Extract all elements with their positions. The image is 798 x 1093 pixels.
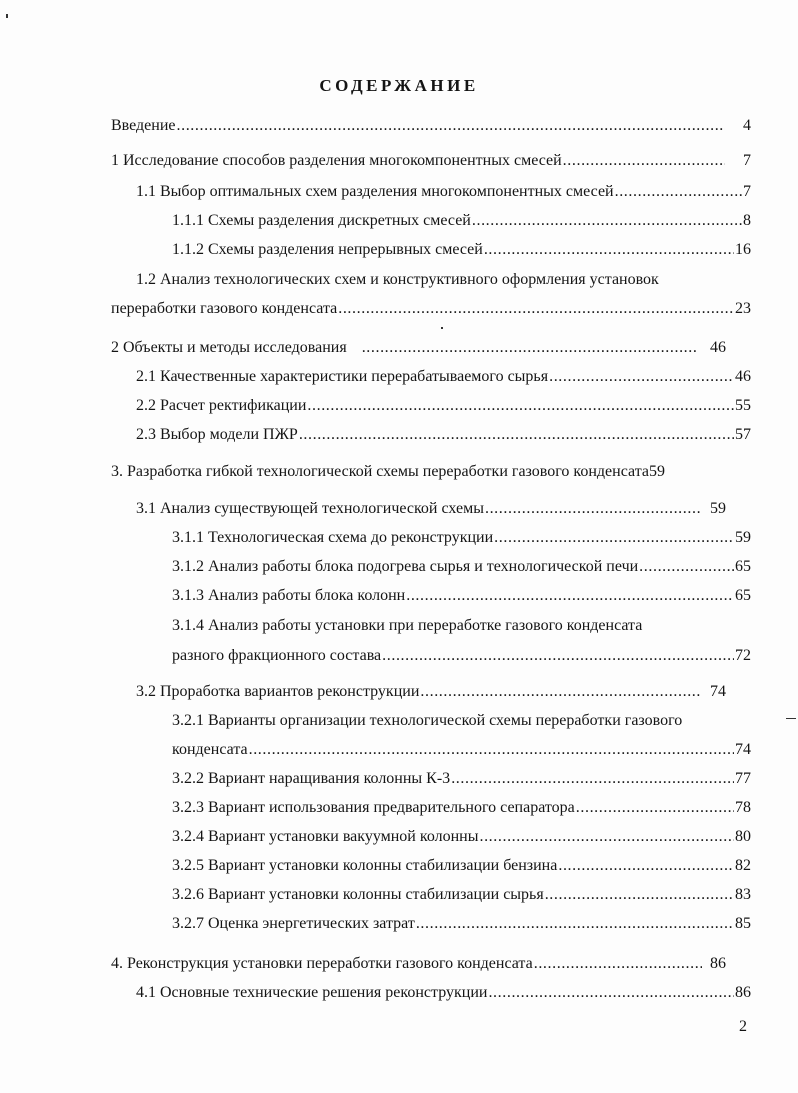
leader-dots [307, 396, 734, 416]
toc-entry-page: 7 [743, 183, 751, 200]
toc-entry-3-1-2 [172, 557, 751, 577]
toc-entry-text: 2.2 Расчет ректификации [136, 397, 307, 414]
leader-dots [299, 425, 734, 445]
toc-entry-2 [111, 338, 726, 358]
leader-dots [382, 646, 734, 666]
toc-entry-3-2 [136, 682, 726, 702]
toc-entry-text: 2.1 Качественные характеристики перерабатываемого сырья [136, 368, 549, 385]
toc-entry-2-2 [136, 396, 751, 416]
toc-entry-text: 3.1.3 Анализ работы блока колонн [172, 587, 406, 604]
leader-dots [639, 557, 734, 577]
toc-entry-text: 1.1.1 Схемы разделения дискретных смесей [172, 212, 471, 229]
toc-entry-1-2-line1 [136, 270, 751, 290]
toc-entry-page: 86 [735, 984, 751, 1001]
toc-entry-3 [111, 462, 759, 482]
toc-entry-2-1 [136, 367, 751, 387]
toc-entry-3-2-6 [172, 885, 751, 905]
toc-entry-text: конденсата [172, 741, 248, 758]
toc-entry-page: 77 [735, 770, 751, 787]
toc-entry-1-1 [136, 182, 751, 202]
toc-entry-text: 3.2.7 Оценка энергетических затрат [172, 915, 415, 932]
toc-entry-3-1 [136, 499, 726, 519]
toc-entry-page: 59 [735, 529, 751, 546]
toc-entry-text: 3.2.1 Варианты организации технологической схемы переработки газового [172, 712, 683, 729]
toc-entry-page: 65 [735, 587, 751, 604]
toc-entry-1-1-1 [172, 211, 751, 231]
leader-dots [488, 983, 734, 1003]
toc-entry-page: 83 [735, 886, 751, 903]
toc-entry-4 [111, 954, 726, 974]
toc-entry-page: 74 [710, 683, 726, 700]
toc-entry-page: 23 [735, 300, 751, 317]
leader-dots [615, 182, 742, 202]
page-number: 2 [739, 1018, 747, 1035]
toc-entry-3-1-4-line1 [172, 616, 751, 636]
scan-speck [6, 14, 8, 18]
leader-dots [485, 499, 702, 519]
toc-entry-page: 86 [710, 955, 726, 972]
leader-dots [558, 856, 734, 876]
toc-entry-2-3 [136, 425, 751, 445]
toc-entry-1-1-2 [172, 240, 751, 260]
toc-entry-text: переработки газового конденсата [111, 300, 338, 317]
toc-entry-text: 1 Исследование способов разделения многокомпонентных смесей [111, 152, 562, 169]
toc-entry-4-1 [136, 983, 751, 1003]
toc-entry-text: 3.2.3 Вариант использования предварительного сепаратора [172, 799, 575, 816]
toc-entry-page: 16 [735, 241, 751, 258]
toc-entry-page: 4 [743, 117, 751, 134]
leader-dots [472, 211, 742, 231]
toc-entry-text: 4. Реконструкция установки переработки газового конденсата [111, 955, 533, 972]
leader-dots [479, 827, 734, 847]
toc-entry-1-2-line2 [111, 299, 751, 319]
toc-entry-page: 46 [710, 339, 726, 356]
toc-entry-text: 3.2 Проработка вариантов реконструкции [136, 683, 420, 700]
toc-entry-text: 3.1.1 Технологическая схема до реконструкции [172, 529, 494, 546]
toc-entry-3-1-1 [172, 528, 751, 548]
toc-entry-page: 78 [735, 799, 751, 816]
leader-dots [534, 954, 702, 974]
toc-entry-text: 1.1 Выбор оптимальных схем разделения многокомпонентных смесей [136, 183, 614, 200]
leader-dots [484, 240, 734, 260]
toc-entry-page: 59 [710, 500, 726, 517]
scan-speck [441, 327, 443, 329]
toc-entry-text: 3.2.4 Вариант установки вакуумной колонны [172, 828, 479, 845]
toc-entry-3-2-5 [172, 856, 751, 876]
leader-dots [177, 116, 726, 136]
toc-entry-text: 1.1.2 Схемы разделения непрерывных смесей [172, 241, 483, 258]
toc-entry-page: 57 [735, 426, 751, 443]
toc-entry-text: разного фракционного состава [172, 647, 382, 664]
toc-entry-text: 3.1.4 Анализ работы установки при переработке газового конденсата [172, 617, 643, 634]
toc-entry-text: 3.1 Анализ существующей технологической схемы [136, 500, 484, 517]
leader-dots [416, 914, 734, 934]
toc-entry-page: 55 [735, 397, 751, 414]
toc-entry-3-2-1-line2 [172, 740, 751, 760]
toc-entry-3-1-4-line2 [172, 646, 751, 666]
leader-dots [451, 769, 734, 789]
leader-dots [563, 151, 725, 171]
toc-entry-text: Введение [111, 117, 176, 134]
leader-dots [494, 528, 734, 548]
toc-entry-page: 82 [735, 857, 751, 874]
leader-dots [249, 740, 734, 760]
leader-dots [362, 338, 698, 358]
toc-entry-text: 3.1.2 Анализ работы блока подогрева сырья и технологической печи [172, 558, 639, 575]
toc-entry-text: 3.2.2 Вариант наращивания колонны К-3 [172, 770, 451, 787]
toc-entry-page: 80 [735, 828, 751, 845]
toc-entry-text: 3. Разработка гибкой технологической схемы переработки газового конденсата [111, 463, 649, 480]
toc-entry-3-2-7 [172, 914, 751, 934]
toc-entry-intro [111, 116, 751, 136]
toc-entry-page: 74 [735, 741, 751, 758]
toc-entry-text: 3.2.6 Вариант установки колонны стабилизации сырья [172, 886, 544, 903]
toc-entry-page: 46 [735, 368, 751, 385]
toc-entry-page: 8 [743, 212, 751, 229]
toc-entry-3-2-1-line1 [172, 711, 751, 731]
toc-entry-text: 1.2 Анализ технологических схем и конструктивного оформления установок [136, 271, 659, 288]
toc-entry-page: 7 [743, 152, 751, 169]
toc-entry-1 [111, 151, 751, 171]
leader-dots [338, 299, 734, 319]
toc-entry-page: 85 [735, 915, 751, 932]
toc-entry-page: 72 [735, 647, 751, 664]
toc-entry-3-1-3 [172, 586, 751, 606]
toc-entry-text: 2 Объекты и методы исследования [111, 339, 347, 356]
leader-dots [549, 367, 734, 387]
toc-entry-3-2-3 [172, 798, 751, 818]
toc-entry-text: 3.2.5 Вариант установки колонны стабилизации бензина [172, 857, 558, 874]
toc-entry-3-2-4 [172, 827, 751, 847]
scan-speck [786, 718, 796, 719]
leader-dots [545, 885, 734, 905]
leader-dots [576, 798, 734, 818]
toc-entry-page: 65 [735, 558, 751, 575]
toc-entry-3-2-2 [172, 769, 751, 789]
toc-entry-text: 4.1 Основные технические решения реконструкции [136, 984, 488, 1001]
toc-entry-text: 2.3 Выбор модели ПЖР [136, 426, 298, 443]
toc-entry-page: 59 [648, 463, 665, 480]
page-title: СОДЕРЖАНИЕ [319, 76, 479, 95]
leader-dots [420, 682, 702, 702]
leader-dots [406, 586, 734, 606]
